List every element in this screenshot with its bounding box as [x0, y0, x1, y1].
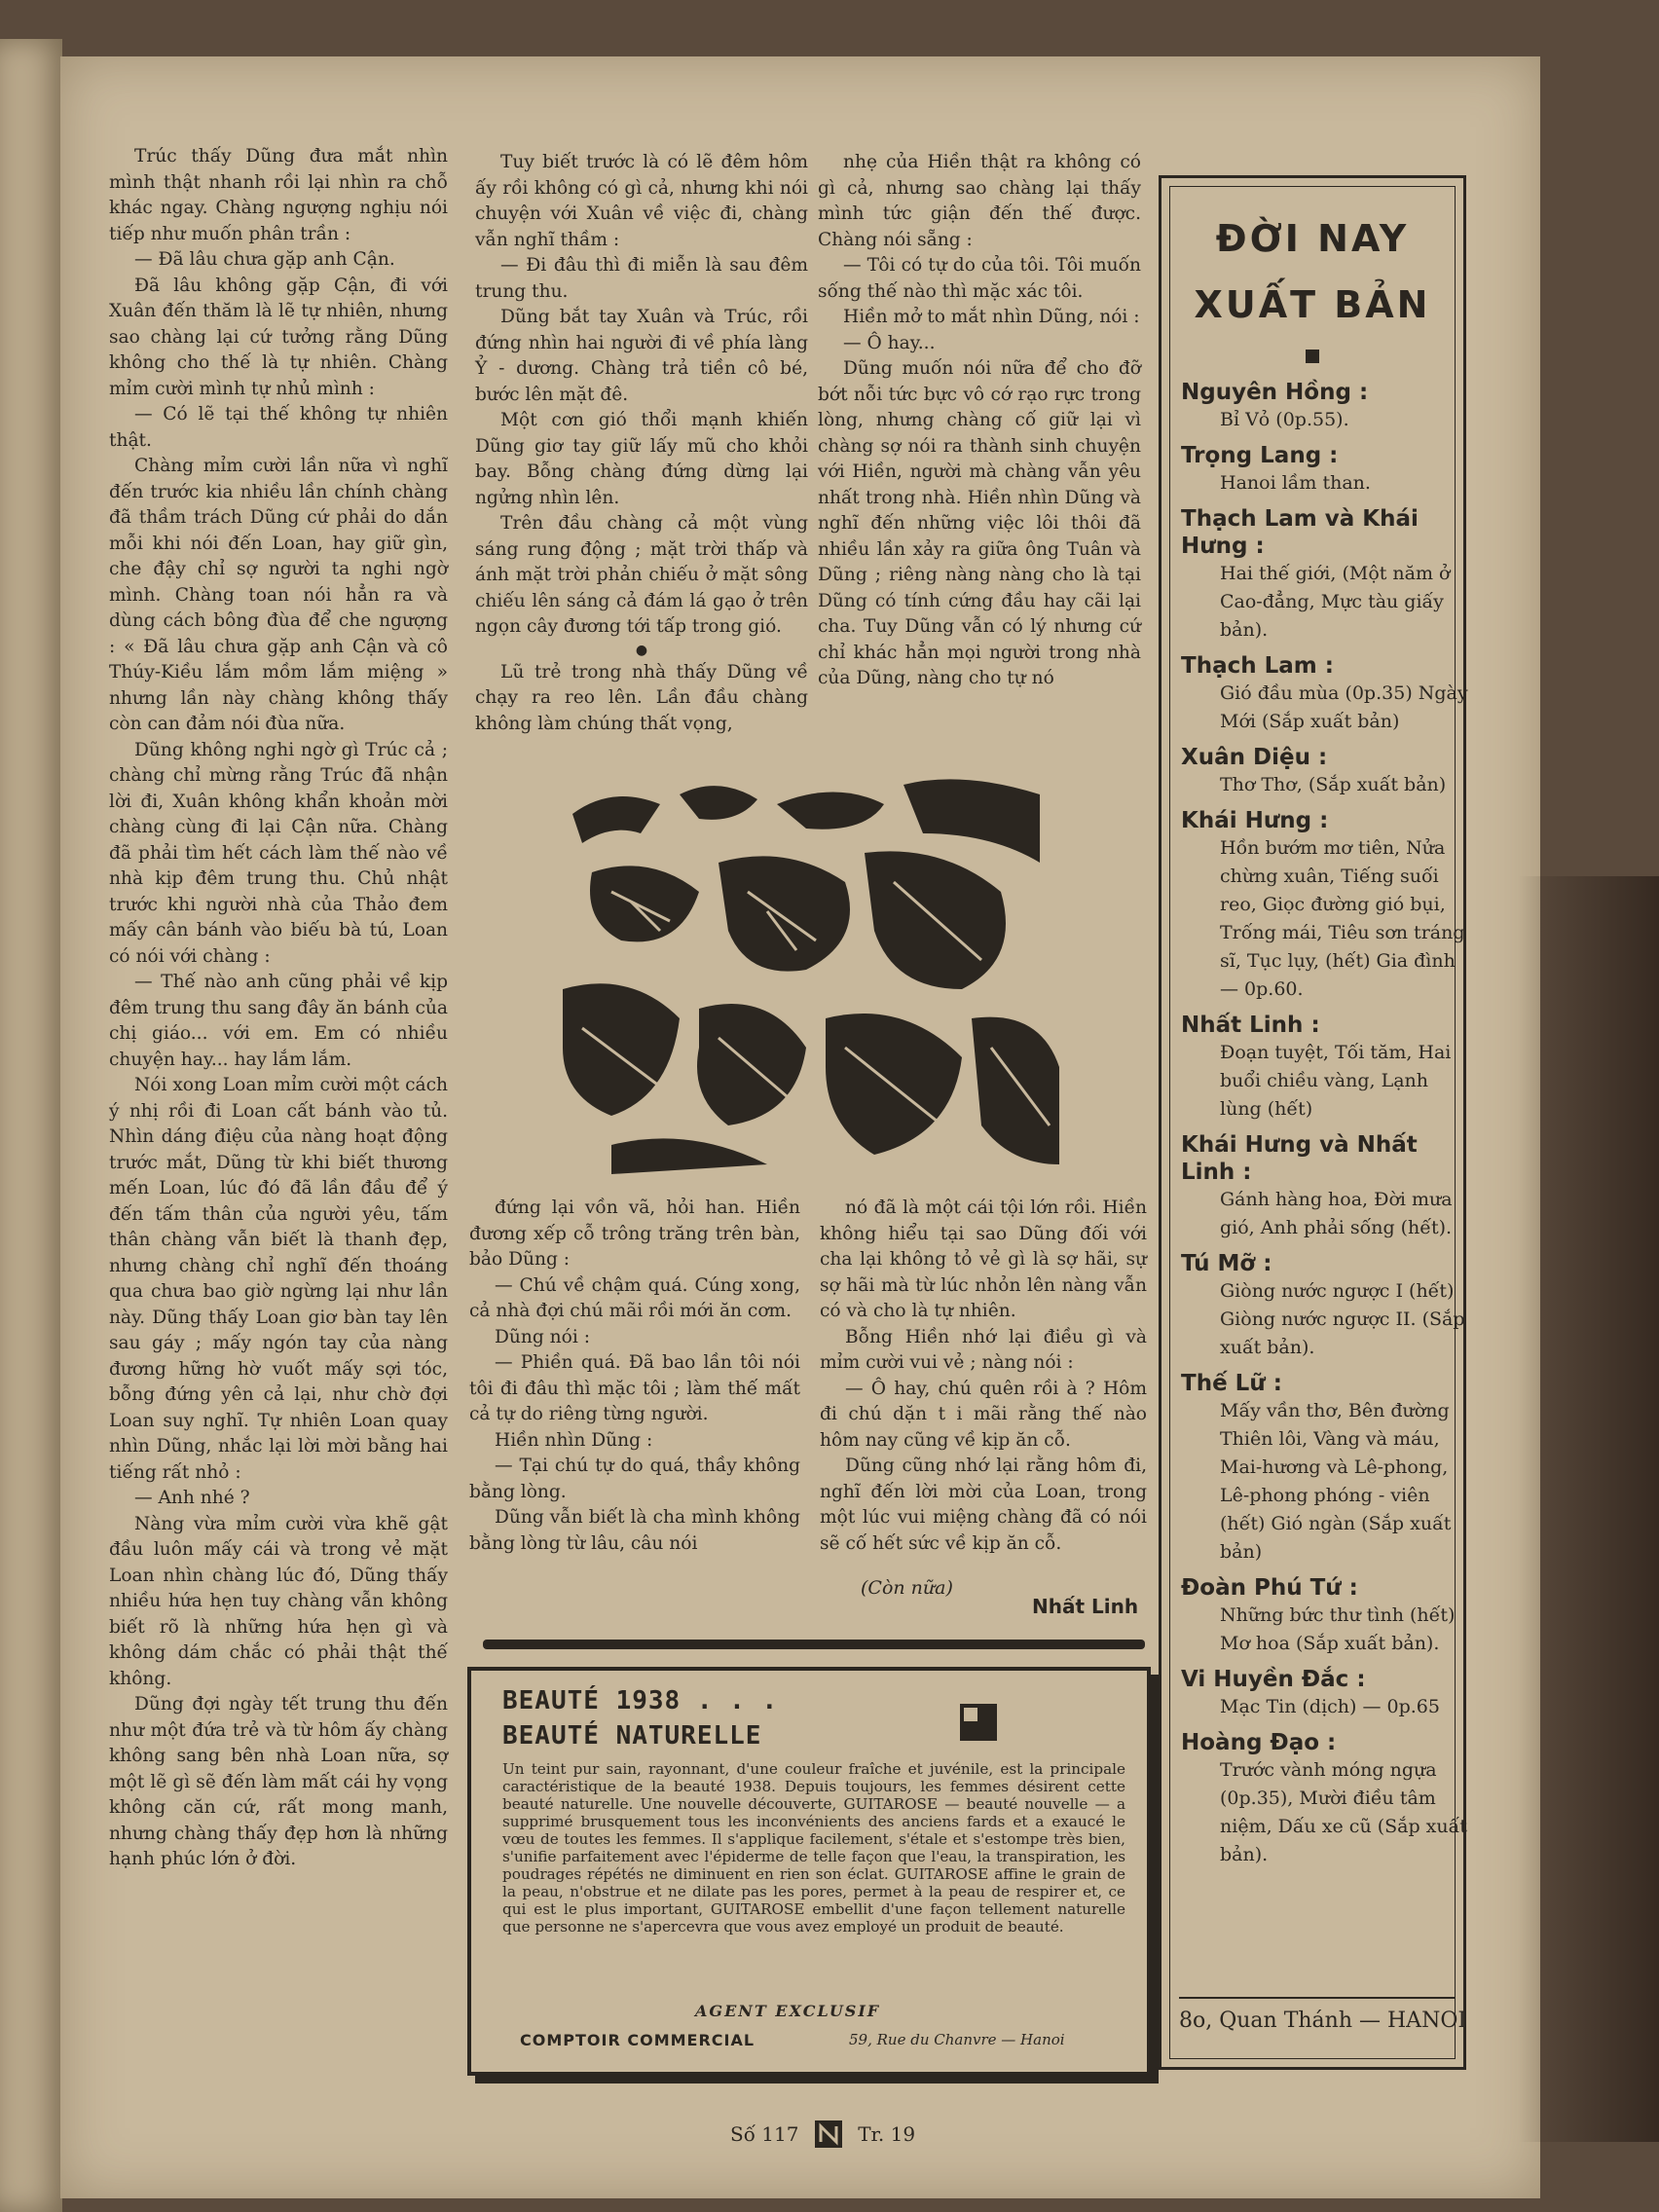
book-entry — [1181, 1131, 1473, 1242]
col1-paragraph: Đã lâu không gặp Cận, đi với Xuân đến thăm là lẽ tự nhiên, nhưng sao chàng lại cứ tưởng rằng Dũng không cho thế là tự nhiên. Chàng mỉm cười mình tự nhủ mình : — [109, 275, 448, 399]
book-author: Trọng Lang : — [1181, 443, 1339, 468]
col1-paragraph: Trúc thấy Dũng đưa mắt nhìn mình thật nhanh rồi lại nhìn ra chỗ khác ngay. Chàng ngượng nghịu nói tiếp như muốn phân trần : — [109, 146, 448, 244]
book-author: Nhất Linh : — [1181, 1013, 1320, 1038]
article-author: Nhất Linh — [1032, 1595, 1139, 1618]
book-author: Xuân Diệu : — [1181, 745, 1328, 770]
col1-paragraph: — Thế nào anh cũng phải về kịp đêm trung thu sang đây ăn bánh của chị giáo... với em. Em có nhiều chuyện hay... hay lắm lắm. — [109, 972, 448, 1070]
publisher-sidebar — [1159, 175, 1466, 2070]
sidebar-divider — [1179, 1997, 1456, 1999]
col3b-paragraph: nó đã là một cái tội lớn rồi. Hiền không hiểu tại sao Dũng đối với cha lại không tỏ vẻ gì là sợ hãi, sự sợ hãi mà từ lúc nhỏn lên nàng vẫn có và cho là tự nhiên. — [820, 1198, 1147, 1321]
col3-paragraph: nhẹ của Hiền thật ra không có gì cả, nhưng sao chàng lại thấy mình tức giận đến thế được. Chàng nói sẵng : — [818, 152, 1141, 250]
book-titles: Đoạn tuyệt, Tối tăm, Hai buổi chiều vàng, Lạnh lùng (hết) — [1220, 1042, 1452, 1120]
col2b-paragraph: — Phiền quá. Đã bao lần tôi nói tôi đi đâu thì mặc tôi ; làm thế mất cả tự do riêng từng người. — [469, 1352, 800, 1424]
book-titles: Trước vành móng ngựa (0p.35), Mười điều tâm niệm, Dấu xe cũ (Sắp xuất bản). — [1220, 1759, 1467, 1865]
col1-paragraph: — Anh nhé ? — [134, 1488, 250, 1508]
book-entry — [1181, 1729, 1473, 1869]
col2b-paragraph: Dũng vẫn biết là cha mình không bằng lòng từ lâu, câu nói — [469, 1507, 800, 1554]
page-number: Tr. 19 — [858, 2122, 916, 2146]
ad-agent-label: AGENT EXCLUSIF — [695, 2002, 881, 2020]
column-3 — [818, 150, 1141, 692]
publisher-address: 8o, Quan Thánh — HANOI — [1179, 2009, 1467, 2033]
book-author: Thạch Lam : — [1181, 653, 1334, 679]
book-author: Nguyên Hồng : — [1181, 380, 1369, 405]
col1-paragraph: Dũng không nghi ngờ gì Trúc cả ; chàng chỉ mừng rằng Trúc đã nhận lời đi, Xuân không khẩn khoản mời chàng cùng đi lại Cận nữa. Chàng đã phải tìm hết cách làm thế nào về nhà kịp đêm trung thu. Chủ nhật trước khi người nhà của Thảo đem mấy cân bánh vào biếu bà tú, Loan có nói với chàng : — [109, 739, 448, 967]
book-entry — [1181, 744, 1473, 799]
book-author: Thế Lữ : — [1181, 1371, 1282, 1396]
book-titles: Hồn bướm mơ tiên, Nửa chừng xuân, Tiếng suối reo, Giọc đường gió bụi, Trống mái, Tiêu sơn tráng sĩ, Tục lụy, (hết) Gia đình — 0p.60. — [1220, 837, 1465, 1000]
sidebar-title-line-1: ĐỜI NAY — [1215, 217, 1410, 260]
book-entry — [1181, 505, 1473, 645]
col2b-paragraph: Dũng nói : — [495, 1326, 590, 1347]
book-entry — [1181, 1370, 1473, 1567]
issue-number: Số 117 — [730, 2122, 799, 2146]
column-2-bottom — [469, 1196, 800, 1557]
col2b-paragraph: đứng lại vồn vã, hỏi han. Hiền đương xếp cỗ trông trăng trên bàn, bảo Dũng : — [469, 1198, 800, 1270]
col2b-paragraph: Hiền nhìn Dũng : — [495, 1429, 653, 1451]
ad-title-line-2: BEAUTÉ NATURELLE — [502, 1721, 762, 1751]
col1-paragraph: Nàng vừa mỉm cười vừa khẽ gật đầu luôn mấy cái và trong vẻ mặt Loan nhìn chàng lúc đó, Dũng thấy nhiều hứa hẹn tuy chàng vẫn không biết rõ là những hứa hẹn gì và không dám chắc có phải thật thế không. — [109, 1513, 448, 1689]
newspaper-logo-icon — [815, 2120, 842, 2148]
column-3-bottom — [820, 1196, 1147, 1557]
book-titles: Gió đầu mùa (0p.35) Ngày Mới (Sắp xuất bản) — [1220, 682, 1468, 732]
book-author: Đoàn Phú Tứ : — [1181, 1575, 1358, 1601]
book-entry — [1181, 379, 1473, 434]
book-titles: Mạc Tin (dịch) — 0p.65 — [1220, 1696, 1440, 1717]
col3b-paragraph: — Ô hay, chú quên rồi à ? Hôm đi chú dặn t i mãi rằng thế nào hôm nay cũng về kịp ăn cỗ. — [820, 1378, 1147, 1451]
col3b-paragraph: Bỗng Hiền nhớ lại điều gì và mỉm cười vui vẻ ; nàng nói : — [820, 1326, 1147, 1373]
col1-paragraph: Dũng đợi ngày tết trung thu đến như một đứa trẻ và từ hôm ấy chàng không sang bên nhà Loan nữa, sợ một lẽ gì sẽ đến làm mất cái hy vọng không căn cứ, rất mong manh, nhưng chàng thấy đẹp hơn là những hạnh phúc lớn ở đời. — [109, 1694, 448, 1869]
book-author: Hoàng Đạo : — [1181, 1730, 1337, 1755]
col1-paragraph: — Có lẽ tại thế không tự nhiên thật. — [109, 404, 448, 451]
book-titles: Những bức thư tình (hết) Mơ hoa (Sắp xuất bản). — [1220, 1604, 1456, 1654]
column-1 — [109, 144, 448, 1873]
page-shadow — [1519, 876, 1659, 2142]
col3-paragraph: Dũng muốn nói nữa để cho đỡ bớt nỗi tức bực vô cớ rạo rực trong lòng, nhưng chàng cố giữ lại vì chàng sợ nói ra thành sinh chuyện với Hiền, người mà chàng vẫn yêu nhất trong nhà. Hiền nhìn Dũng và nghĩ đến những việc lôi thôi đã nhiều lần xảy ra giữa ông Tuân và Dũng ; riêng nàng nàng cho là tại Dũng có tính cứng đầu hay cãi lại cha. Tuy Dũng vẫn có lý nhưng cứ chỉ khác hẳn mọi người trong nhà của Dũng, nàng cho tự nó — [818, 358, 1141, 688]
book-list — [1181, 379, 1473, 1877]
book-entry — [1181, 1250, 1473, 1362]
book-titles: Gánh hàng hoa, Đời mưa gió, Anh phải sống (hết). — [1220, 1189, 1453, 1238]
col2-paragraph: Một cơn gió thổi mạnh khiến Dũng giơ tay giữ lấy mũ cho khỏi bay. Bỗng chàng đứng dừng lại ngửng nhìn lên. — [475, 410, 808, 508]
col1-paragraph: Nói xong Loan mỉm cười một cách ý nhị rồi đi Loan cất bánh vào tủ. Nhìn dáng điệu của nàng hoạt động trước mắt, Dũng từ khi biết thương mến Loan, lúc đó đã lần đầu để ý đến tấm thân của người yêu, tấm thân chàng vẫn biết là thanh đẹp, nhưng chàng chỉ nghĩ đến thoáng qua chưa bao giờ ngừng lại như lần này. Dũng thấy Loan giơ bàn tay lên sau gáy ; mấy ngón tay của nàng đương hững hờ vuốt mấy sợi tóc, bỗng đứng yên cả lại, như chờ đợi Loan suy nghĩ. Tự nhiên Loan quay nhìn Dũng, nhắc lại lời mời bằng hai tiếng rất nhỏ : — [109, 1075, 448, 1483]
woodcut-illustration — [553, 775, 1067, 1184]
continued-note: (Còn nữa) — [861, 1577, 953, 1599]
book-author: Khái Hưng : — [1181, 808, 1329, 833]
col2-paragraph: — Đi đâu thì đi miễn là sau đêm trung thu. — [475, 255, 808, 302]
book-titles: Giòng nước ngược I (hết) Giòng nước ngược II. (Sắp xuất bản). — [1220, 1280, 1465, 1358]
beaute-advertisement — [467, 1667, 1151, 2076]
col2-paragraph: Trên đầu chàng cả một vùng sáng rung động ; mặt trời thấp và ánh mặt trời phản chiếu ở mặt sông chiếu lên sáng cả đám lá gạo ở trên ngọn cây đương tới tấp trong gió. — [475, 513, 808, 637]
col3-paragraph: — Ô hay... — [843, 332, 936, 353]
col2b-paragraph: — Chú về chậm quá. Cúng xong, cả nhà đợi chú mãi rồi mới ăn cơm. — [469, 1274, 800, 1321]
col2-paragraph: Tuy biết trước là có lẽ đêm hôm ấy rồi không có gì cả, nhưng khi nói chuyện với Xuân về việc đi, chàng vẫn nghĩ thầm : — [475, 152, 808, 250]
book-entry — [1181, 652, 1473, 736]
book-entry — [1181, 1666, 1473, 1721]
book-entry — [1181, 1574, 1473, 1658]
bullet-square-icon — [1306, 350, 1319, 363]
book-entry — [1181, 1012, 1473, 1124]
column-2 — [475, 150, 808, 737]
book-entry — [1181, 807, 1473, 1004]
book-author: Khái Hưng và Nhất Linh : — [1181, 1132, 1418, 1185]
col1-paragraph: — Đã lâu chưa gặp anh Cận. — [134, 249, 395, 270]
col3-paragraph: — Tôi có tự do của tôi. Tôi muốn sống thế nào thì mặc xác tôi. — [818, 255, 1141, 302]
sidebar-title-line-2: XUẤT BẢN — [1194, 283, 1431, 326]
col2-paragraph: ● — [635, 642, 648, 658]
ad-title-line-1: BEAUTÉ 1938 . . . — [502, 1686, 779, 1715]
book-entry — [1181, 442, 1473, 498]
left-page-edge — [0, 39, 62, 2212]
ad-square-logo-icon — [960, 1704, 997, 1741]
book-titles: Hanoi lầm than. — [1220, 472, 1371, 494]
col3b-paragraph: Dũng cũng nhớ lại rằng hôm đi, nghĩ đến lời mời của Loan, trong một lúc vui miệng chàng đã có nói sẽ cố hết sức về kịp ăn cỗ. — [820, 1456, 1147, 1554]
ad-comptoir-name: COMPTOIR COMMERCIAL — [520, 2031, 756, 2049]
book-author: Vi Huyền Đắc : — [1181, 1667, 1366, 1692]
page-footer — [730, 2120, 915, 2148]
book-titles: Bỉ Vỏ (0p.55). — [1220, 409, 1349, 430]
ad-address: 59, Rue du Chanvre — Hanoi — [849, 2031, 1065, 2048]
book-titles: Hai thế giới, (Một năm ở Cao-đẳng, Mực tàu giấy bản). — [1220, 563, 1451, 641]
ad-body-text: Un teint pur sain, rayonnant, d'une couleur fraîche et juvénile, est la principale caractéristique de la beauté 1938. Depuis toujours, les femmes désirent cette beauté naturelle. Une nouvelle découverte, GUITAROSE — beauté nouvelle — a supprimé brusquement tous les inconvénients des anciens fards et a exaucé le vœu de toutes les femmes. Il s'applique facilement, s'étale et s'estompe très bien, s'unifie parfaitement avec l'épiderme de telle façon que l'eau, la transpiration, les poudrages répétés ne diminuent en rien son éclat. GUITAROSE affine le grain de la peau, n'obstrue et ne dilate pas les pores, permet à la peau de respirer et, ce qui est le plus important, GUITAROSE embellit d'une façon tellement naturelle que personne ne s'apercevra que vous avez employé un produit de beauté. — [502, 1760, 1125, 1936]
col3-paragraph: Hiền mở to mắt nhìn Dũng, nói : — [843, 307, 1140, 327]
book-titles: Mấy vần thơ, Bên đường Thiên lôi, Vàng và máu, Mai-hương và Lê-phong, Lê-phong phóng - viên (hết) Gió ngàn (Sắp xuất bản) — [1220, 1400, 1452, 1563]
col2-paragraph: Dũng bắt tay Xuân và Trúc, rồi đứng nhìn hai người đi về phía làng Ỷ - dương. Chàng trả tiền cô bé, bước lên mặt đê. — [475, 307, 808, 405]
book-titles: Thơ Thơ, (Sắp xuất bản) — [1220, 774, 1447, 795]
col2-paragraph: Lũ trẻ trong nhà thấy Dũng về chạy ra reo lên. Lần đầu chàng không làm chúng thất vọng, — [475, 661, 808, 734]
col1-paragraph: Chàng mỉm cười lần nữa vì nghĩ đến trước kia nhiều lần chính chàng đã thầm trách Dũng cứ phải do dắn mỗi khi nói đến Loan, hay giữ gìn, che đậy chỉ sợ người ta nghi ngờ mình. Chàng toan nói hẳn ra và dùng cách bông đùa để che ngượng : « Đã lâu chưa gặp anh Cận và cô Thúy-Kiều lắm mồm lắm miệng » nhưng lần này chàng không thấy còn can đảm nói đùa nữa. — [109, 456, 448, 734]
col2b-paragraph: — Tại chú tự do quá, thầy không bằng lòng. — [469, 1456, 800, 1502]
book-author: Tú Mỡ : — [1181, 1251, 1272, 1276]
ad-divider-bar — [483, 1640, 1145, 1649]
book-author: Thạch Lam và Khái Hưng : — [1181, 506, 1419, 559]
